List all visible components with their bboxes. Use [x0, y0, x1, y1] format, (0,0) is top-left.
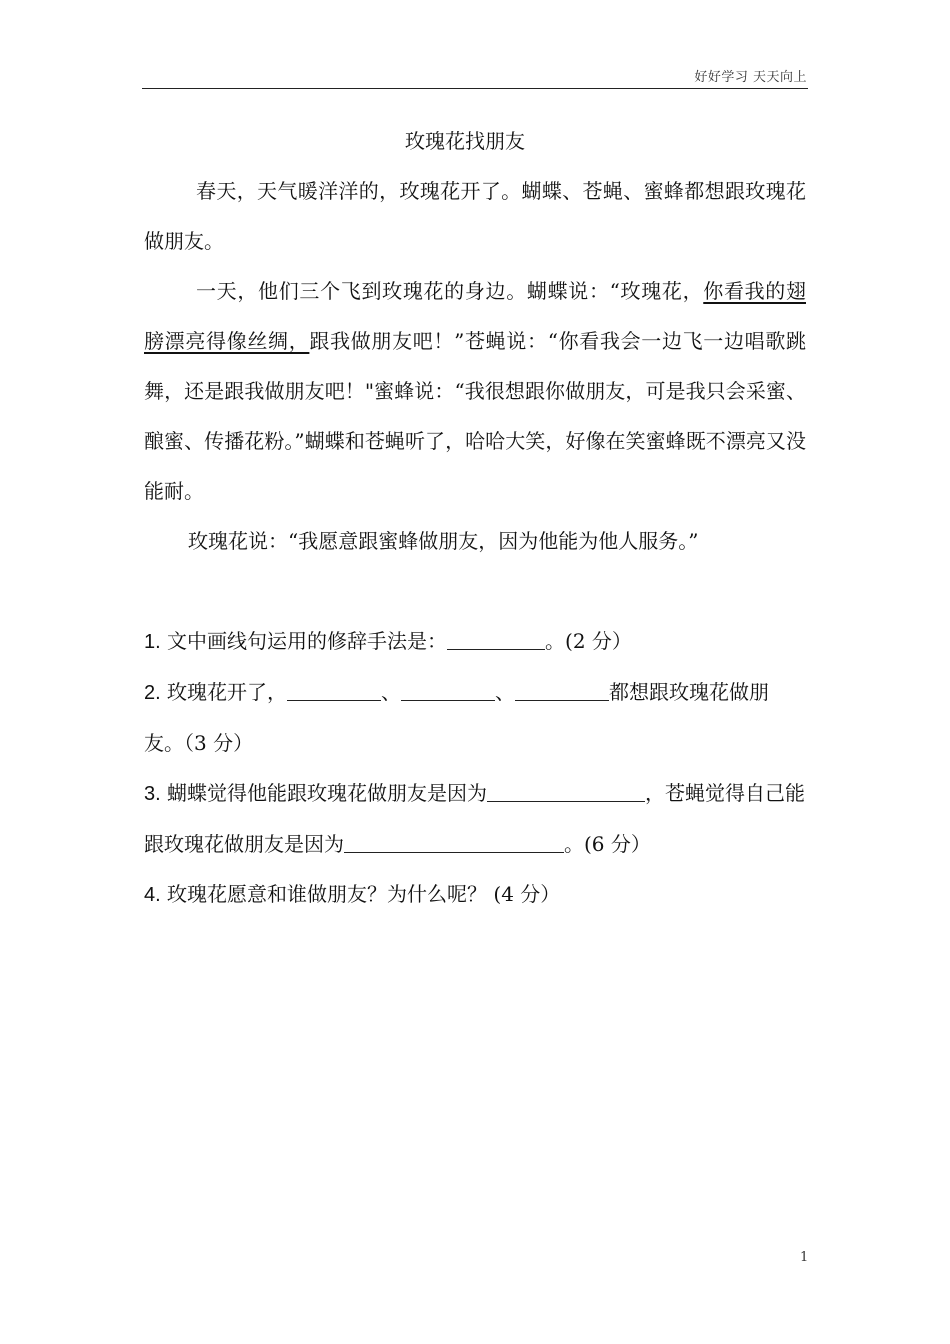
question-1-number: 1. [144, 631, 161, 653]
paragraph-2 [144, 266, 806, 516]
question-2-number: 2. [144, 682, 161, 704]
question-1-text: 文中画线句运用的修辞手法是： [160, 629, 448, 653]
question-2 [144, 667, 806, 768]
underlined-sentence: 你看我的翅膀漂亮得像丝绸， [144, 279, 806, 353]
answer-blank[interactable] [487, 781, 645, 802]
question-1 [144, 616, 806, 667]
question-2-sep-1: 、 [381, 680, 402, 704]
questions [144, 616, 806, 920]
paragraph-2-before: 一天，他们三个飞到玫瑰花的身边。蝴蝶说：“玫瑰花， [196, 279, 704, 303]
question-2-suffix: 都想跟玫瑰花做朋友。（3 分） [144, 680, 770, 755]
question-2-text: 玫瑰花开了， [160, 680, 288, 704]
question-2-sep-2: 、 [495, 680, 516, 704]
question-4-number: 4. [144, 884, 161, 906]
page-number: 1 [800, 1250, 809, 1265]
question-3-middle: ，苍蝇觉得自己能跟玫瑰花做朋友是因为 [144, 781, 806, 856]
question-3-number: 3. [144, 783, 161, 805]
question-4-text: 玫瑰花愿意和谁做朋友？为什么呢？ (4 分） [160, 882, 561, 906]
question-3-suffix: 。(6 分） [564, 832, 651, 856]
question-1-suffix: 。(2 分） [545, 629, 632, 653]
paragraph-1: 春天，天气暖洋洋的，玫瑰花开了。蝴蝶、苍蝇、蜜蜂都想跟玫瑰花做朋友。 [144, 179, 806, 253]
question-3-text: 蝴蝶觉得他能跟玫瑰花做朋友是因为 [160, 781, 488, 805]
answer-blank[interactable] [287, 680, 381, 701]
answer-blank[interactable] [401, 680, 495, 701]
paragraph-3: 玫瑰花说：“我愿意跟蜜蜂做朋友，因为他能为他人服务。” [188, 529, 699, 553]
story-title: 玫瑰花找朋友 [405, 129, 525, 153]
answer-blank[interactable] [515, 680, 609, 701]
header-rule [142, 88, 808, 89]
header-text: 好好学习 天天向上 [694, 70, 807, 85]
document-body [144, 116, 806, 920]
question-3 [144, 768, 806, 869]
answer-blank[interactable] [447, 629, 545, 650]
question-4 [144, 869, 806, 920]
paragraph-2-after: 跟我做朋友吧！”苍蝇说：“你看我会一边飞一边唱歌跳舞，还是跟我做朋友吧！"蜜蜂说：“我很想跟你做朋友，可是我只会采蜜、酿蜜、传播花粉。”蝴蝶和苍蝇听了，哈哈大笑，好像在笑蜜蜂既不漂亮又没能耐。 [144, 329, 806, 503]
answer-blank[interactable] [344, 832, 564, 853]
